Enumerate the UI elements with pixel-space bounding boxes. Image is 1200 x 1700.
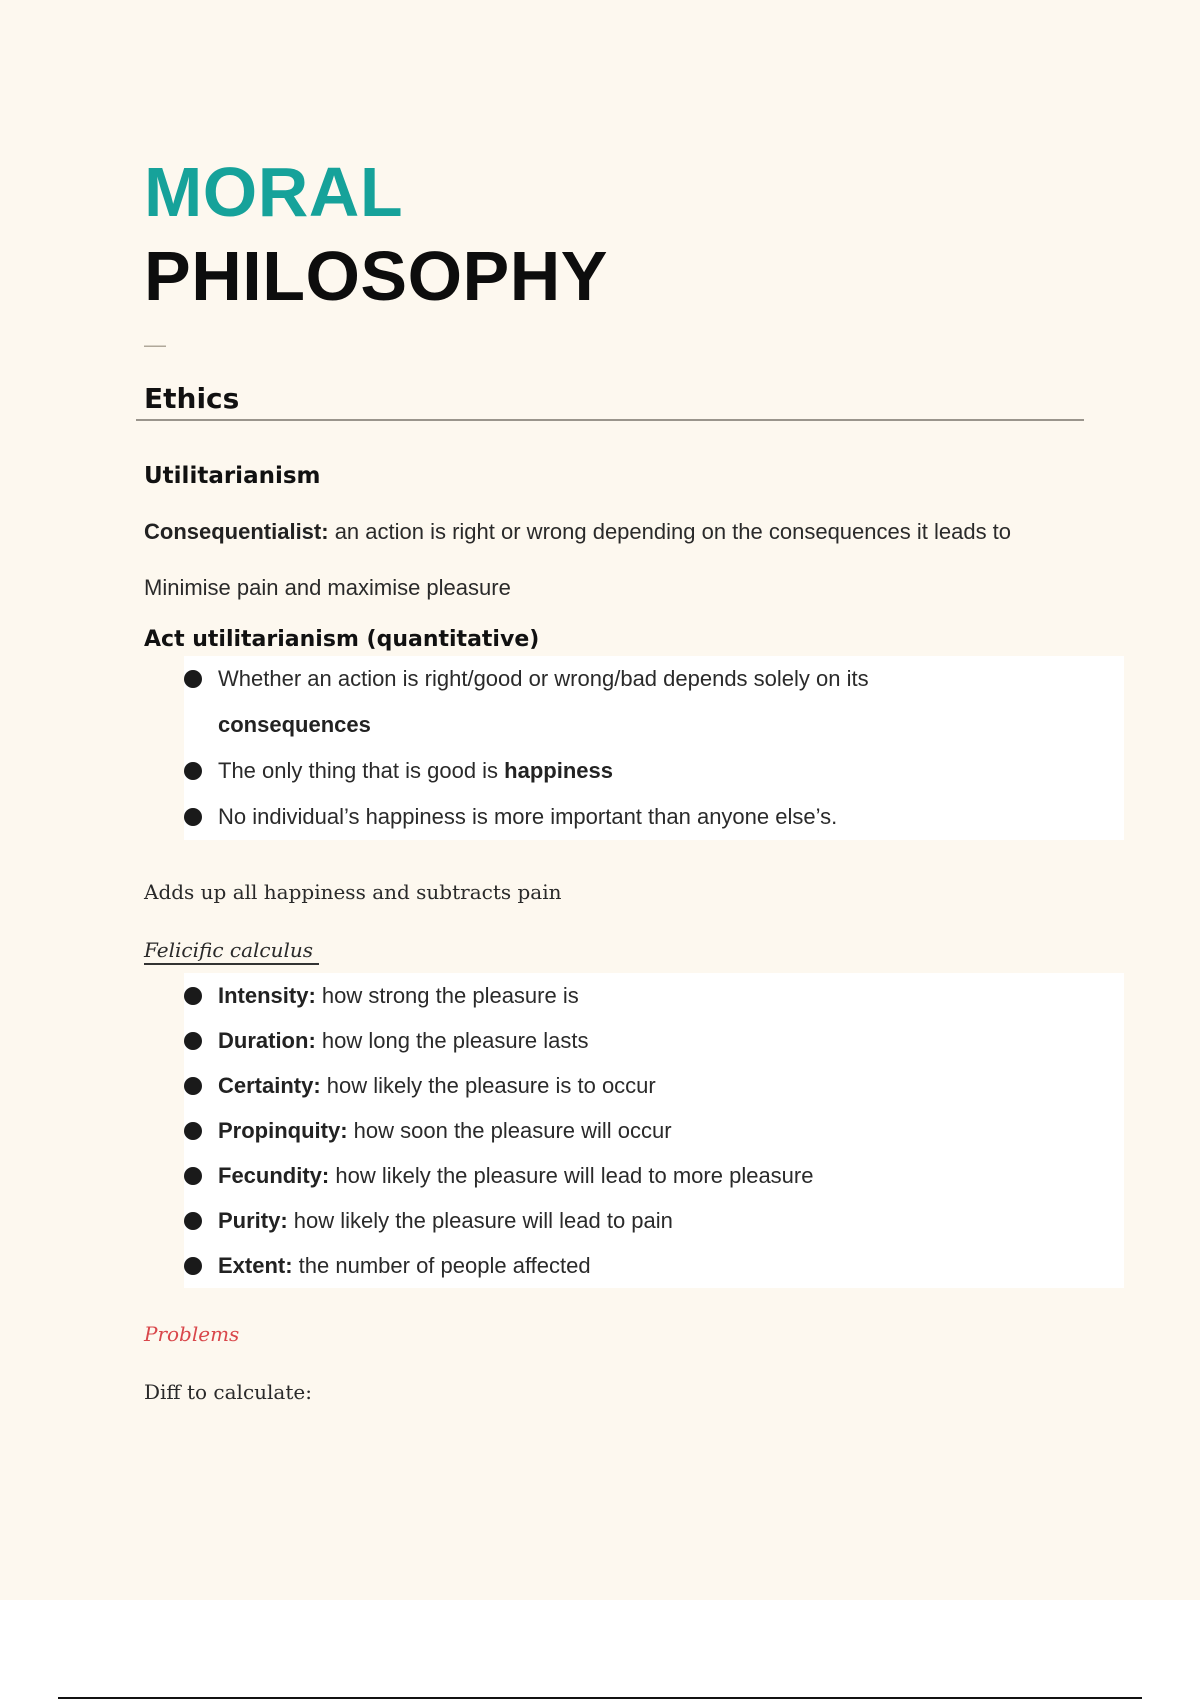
problems-heading: Problems bbox=[144, 1322, 240, 1346]
felicific-calculus-list-box bbox=[184, 973, 1124, 1288]
list-item-term: Certainty: bbox=[218, 1073, 321, 1098]
section-heading-rule bbox=[136, 419, 1084, 421]
diff-to-calculate-paragraph: Diff to calculate: bbox=[144, 1380, 312, 1404]
act-utilitarianism-heading: Act utilitarianism (quantitative) bbox=[144, 627, 540, 652]
list-item bbox=[184, 1063, 1124, 1108]
title-divider: — bbox=[144, 332, 166, 357]
bullet-icon bbox=[184, 762, 202, 780]
list-item-text: how strong the pleasure is bbox=[315, 983, 579, 1008]
list-item-text: how likely the pleasure will lead to pain bbox=[287, 1208, 673, 1233]
list-item-text: No individual’s happiness is more important than anyone else’s. bbox=[218, 804, 838, 829]
list-item bbox=[184, 1153, 1124, 1198]
list-item bbox=[184, 748, 1124, 794]
document-content bbox=[144, 150, 1084, 1404]
list-item-text: how likely the pleasure is to occur bbox=[320, 1073, 656, 1098]
section-heading-text: Ethics bbox=[144, 382, 240, 415]
list-item-term: Purity: bbox=[218, 1208, 288, 1233]
consequentialist-term: Consequentialist: bbox=[144, 519, 329, 544]
consequentialist-paragraph bbox=[144, 517, 1084, 547]
bullet-icon bbox=[184, 1032, 202, 1050]
list-item-text: the number of people affected bbox=[292, 1253, 591, 1278]
list-item-term: Intensity: bbox=[218, 983, 316, 1008]
adds-up-paragraph: Adds up all happiness and subtracts pain bbox=[144, 880, 562, 904]
list-item-term: Duration: bbox=[218, 1028, 316, 1053]
list-item bbox=[184, 794, 1124, 840]
footer-rule bbox=[58, 1697, 1142, 1699]
act-utilitarianism-list bbox=[184, 656, 1124, 840]
felicific-calculus-list bbox=[184, 973, 1124, 1288]
list-item bbox=[184, 1198, 1124, 1243]
list-item bbox=[184, 973, 1124, 1018]
list-item bbox=[184, 1018, 1124, 1063]
title-philosophy: PHILOSOPHY bbox=[144, 237, 608, 315]
list-item-bold: consequences bbox=[218, 712, 371, 737]
minimise-paragraph: Minimise pain and maximise pleasure bbox=[144, 575, 511, 600]
consequentialist-definition: an action is right or wrong depending on the consequences it leads to bbox=[328, 519, 1012, 544]
subheading-utilitarianism: Utilitarianism bbox=[144, 463, 321, 489]
bullet-icon bbox=[184, 1257, 202, 1275]
list-item bbox=[184, 656, 1124, 748]
bullet-icon bbox=[184, 1122, 202, 1140]
list-item-text: how likely the pleasure will lead to more pleasure bbox=[329, 1163, 814, 1188]
act-utilitarianism-list-box bbox=[184, 656, 1124, 840]
bullet-icon bbox=[184, 1077, 202, 1095]
list-item-text: how soon the pleasure will occur bbox=[347, 1118, 672, 1143]
list-item-bold: happiness bbox=[504, 758, 613, 783]
bullet-icon bbox=[184, 808, 202, 826]
bullet-icon bbox=[184, 670, 202, 688]
list-item-term: Fecundity: bbox=[218, 1163, 330, 1188]
list-item bbox=[184, 1108, 1124, 1153]
list-item bbox=[184, 1243, 1124, 1288]
felicific-calculus-heading: Felicific calculus bbox=[144, 938, 319, 965]
list-item-text: The only thing that is good is bbox=[218, 758, 505, 783]
bullet-icon bbox=[184, 1167, 202, 1185]
list-item-text: Whether an action is right/good or wrong/bad depends solely on its bbox=[218, 666, 869, 691]
title-moral: MORAL bbox=[144, 153, 404, 231]
list-item-text: how long the pleasure lasts bbox=[315, 1028, 589, 1053]
bullet-icon bbox=[184, 1212, 202, 1230]
list-item-term: Extent: bbox=[218, 1253, 293, 1278]
list-item-term: Propinquity: bbox=[218, 1118, 348, 1143]
section-heading-ethics bbox=[144, 382, 1084, 419]
bullet-icon bbox=[184, 987, 202, 1005]
